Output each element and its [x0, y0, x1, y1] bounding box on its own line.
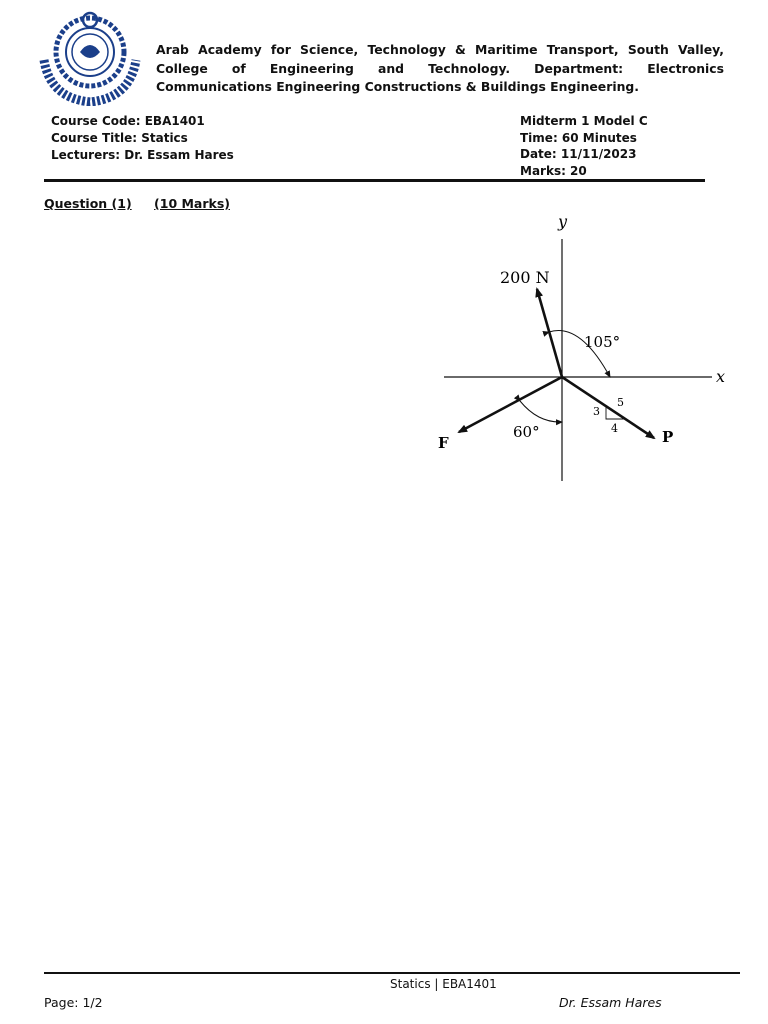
x-axis-label: x: [716, 367, 726, 386]
force-200n-label: 200 N: [500, 268, 550, 287]
institution-name: Arab Academy for Science, Technology & Maritime Transport, South Valley, College of Engineering and Technology. Department: Electronics Communications Engineering Constructions & Buildings Engineering.: [156, 42, 724, 94]
course-code: Course Code: EBA1401: [51, 114, 205, 128]
footer-course: Statics | EBA1401: [390, 977, 497, 991]
force-200n-arrow: [537, 289, 562, 377]
exam-date: Date: 11/11/2023: [520, 147, 637, 161]
course-info: [51, 113, 234, 164]
slope-4-label: 4: [611, 422, 618, 435]
course-lecturers: Lecturers: Dr. Essam Hares: [51, 148, 234, 162]
angle-105-label: 105°: [584, 333, 621, 351]
course-title: Course Title: Statics: [51, 131, 188, 145]
angle-60-arc: [520, 401, 562, 422]
footer-divider: [44, 972, 740, 974]
page-number: Page: 1/2: [44, 995, 103, 1010]
header-divider: [44, 179, 705, 182]
exam-time: Time: 60 Minutes: [520, 130, 637, 145]
question-marks: (10 Marks): [154, 196, 230, 211]
force-p-arrow: [562, 377, 654, 438]
slope-3-label: 3: [593, 405, 600, 418]
exam-marks: Marks: 20: [520, 163, 587, 178]
force-p-label: P: [662, 428, 674, 446]
angle-60-label: 60°: [513, 423, 540, 441]
force-f-label: F: [438, 434, 449, 452]
academy-seal-logo: [36, 10, 144, 106]
footer-author: Dr. Essam Hares: [559, 995, 662, 1010]
question-title: Question (1): [44, 196, 132, 211]
y-axis-label: y: [558, 212, 568, 231]
exam-info: [520, 113, 648, 179]
force-diagram: [430, 205, 740, 490]
exam-model: Midterm 1 Model C: [520, 114, 648, 128]
force-f-arrow: [459, 377, 562, 432]
slope-5-label: 5: [617, 396, 624, 409]
question-heading: [44, 196, 230, 211]
